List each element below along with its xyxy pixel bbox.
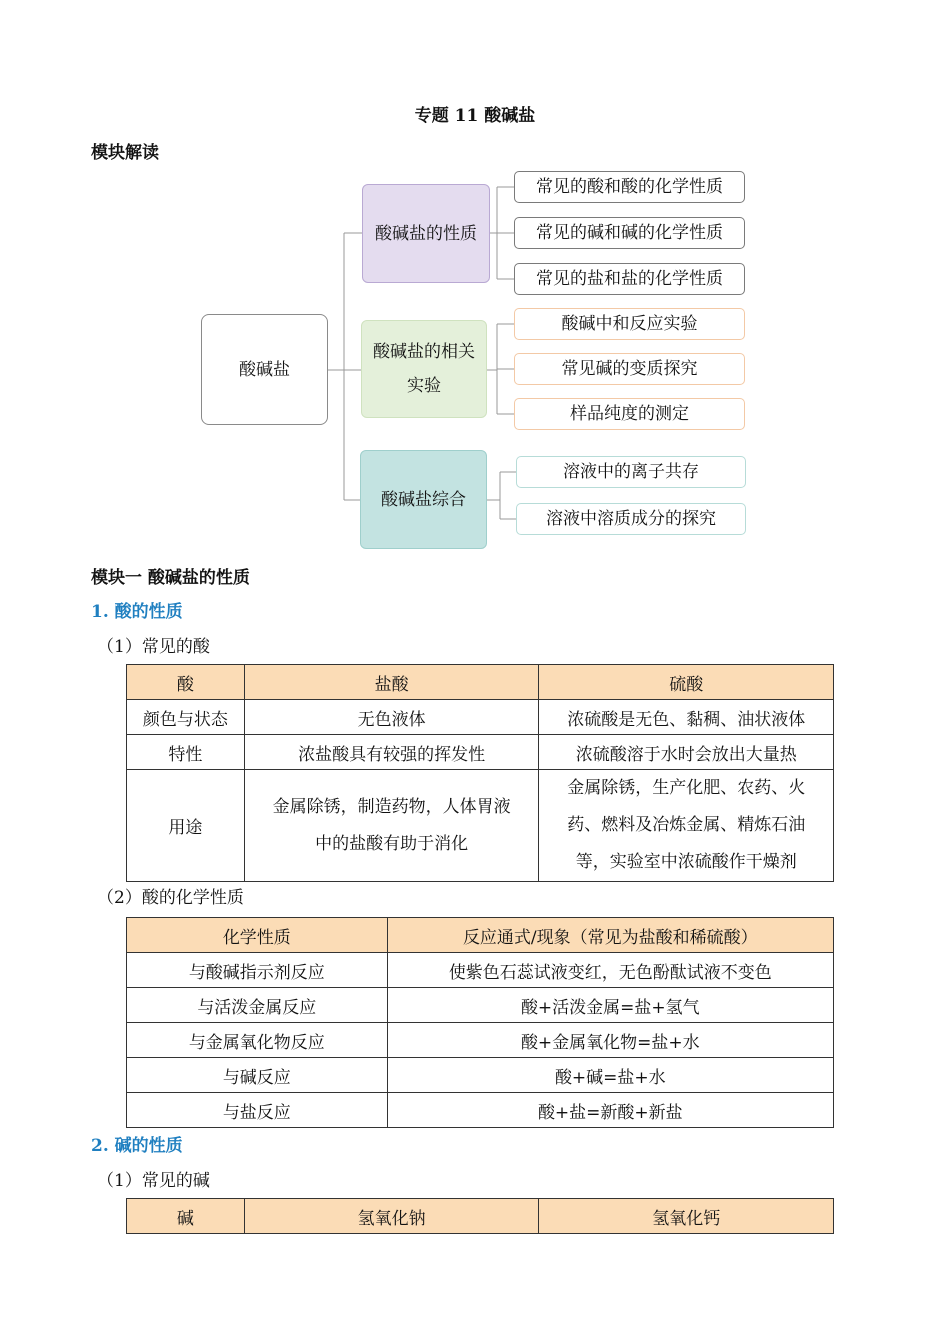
table-row	[127, 953, 834, 988]
leaf-base-deterioration: 常见碱的变质探究	[514, 353, 745, 385]
header-cell: 氢氧化钠	[244, 1199, 539, 1234]
table-cell: 酸+碱=盐+水	[387, 1058, 833, 1093]
sub1-1-heading: （1）常见的酸	[97, 637, 210, 657]
table-row	[127, 700, 834, 735]
leaf-solute-inquiry: 溶液中溶质成分的探究	[516, 503, 746, 535]
header-cell: 反应通式/现象（常见为盐酸和稀硫酸）	[387, 918, 833, 953]
table-cell: 与酸碱指示剂反应	[127, 953, 388, 988]
cell-line: 中的盐酸有助于消化	[315, 833, 469, 854]
branch-experiments-line2: 实验	[407, 376, 441, 396]
branch-comprehensive: 酸碱盐综合	[360, 450, 487, 549]
section1-heading: 1. 酸的性质	[91, 602, 183, 622]
table-row	[127, 1058, 834, 1093]
sub1-2-heading: （2）酸的化学性质	[97, 888, 244, 908]
cell-line: 金属除锈，生产化肥、农药、火	[567, 778, 806, 798]
page-title: 专题 11 酸碱盐	[414, 106, 536, 126]
mindmap-root: 酸碱盐	[201, 314, 328, 425]
bases-table	[126, 1198, 834, 1234]
table-header-row	[127, 665, 834, 700]
header-cell: 氢氧化钙	[539, 1199, 834, 1234]
module-reading-heading: 模块解读	[91, 143, 159, 163]
table-cell: 无色液体	[244, 700, 539, 735]
table-row	[127, 735, 834, 770]
table-row	[127, 1023, 834, 1058]
table-row	[127, 770, 834, 882]
table-cell: 与金属氧化物反应	[127, 1023, 388, 1058]
cell-line: 等，实验室中浓硫酸作干燥剂	[575, 852, 797, 872]
table-cell	[539, 770, 834, 882]
cell-line: 金属除锈，制造药物，人体胃液	[272, 796, 511, 817]
branch-experiments-line1: 酸碱盐的相关	[373, 342, 475, 362]
sub2-1-heading: （1）常见的碱	[97, 1171, 210, 1191]
leaf-base-properties: 常见的碱和碱的化学性质	[514, 217, 745, 249]
header-cell: 化学性质	[127, 918, 388, 953]
table-cell: 浓硫酸溶于水时会放出大量热	[539, 735, 834, 770]
acid-chemistry-table	[126, 917, 834, 1128]
table-cell: 颜色与状态	[127, 700, 245, 735]
header-cell: 硫酸	[539, 665, 834, 700]
table-cell: 与活泼金属反应	[127, 988, 388, 1023]
table-header-row	[127, 918, 834, 953]
table-cell: 使紫色石蕊试液变红，无色酚酞试液不变色	[387, 953, 833, 988]
table-cell: 用途	[127, 770, 245, 882]
table-cell: 特性	[127, 735, 245, 770]
module1-heading: 模块一 酸碱盐的性质	[91, 568, 250, 588]
table-cell: 与碱反应	[127, 1058, 388, 1093]
cell-line: 药、燃料及冶炼金属、精炼石油	[567, 815, 806, 835]
leaf-purity: 样品纯度的测定	[514, 398, 745, 430]
table-cell: 浓硫酸是无色、黏稠、油状液体	[539, 700, 834, 735]
table-cell: 酸+盐=新酸+新盐	[387, 1093, 833, 1128]
leaf-neutralization: 酸碱中和反应实验	[514, 308, 745, 340]
table-row	[127, 1093, 834, 1128]
leaf-salt-properties: 常见的盐和盐的化学性质	[514, 263, 745, 295]
table-header-row	[127, 1199, 834, 1234]
section2-heading: 2. 碱的性质	[91, 1136, 183, 1156]
table-cell: 浓盐酸具有较强的挥发性	[244, 735, 539, 770]
table-cell	[244, 770, 539, 882]
leaf-acid-properties: 常见的酸和酸的化学性质	[514, 171, 745, 203]
branch-properties: 酸碱盐的性质	[362, 184, 490, 283]
branch-experiments	[361, 320, 487, 418]
table-row	[127, 988, 834, 1023]
acids-table	[126, 664, 834, 882]
table-cell: 酸+活泼金属=盐+氢气	[387, 988, 833, 1023]
table-cell: 酸+金属氧化物=盐+水	[387, 1023, 833, 1058]
leaf-ion-coexistence: 溶液中的离子共存	[516, 456, 746, 488]
table-cell: 与盐反应	[127, 1093, 388, 1128]
header-cell: 盐酸	[244, 665, 539, 700]
header-cell: 碱	[127, 1199, 245, 1234]
header-cell: 酸	[127, 665, 245, 700]
